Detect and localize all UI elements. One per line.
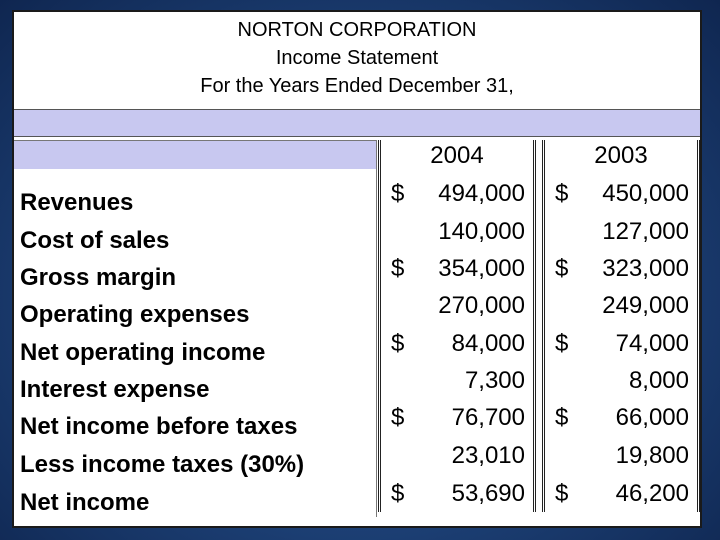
dollar-sign: $	[555, 330, 569, 357]
row-label-revenues: Revenues	[20, 189, 134, 216]
statement-frame	[12, 10, 702, 528]
statement-title: Income Statement	[275, 47, 439, 69]
dollar-sign: $	[391, 330, 405, 357]
dollar-sign: $	[391, 180, 405, 207]
value-2003-net-income: 46,200	[615, 480, 689, 507]
row-label-net-income-before-taxes: Net income before taxes	[20, 413, 298, 440]
value-2004-gross-margin: 354,000	[438, 255, 525, 282]
value-2003-revenues: 450,000	[602, 180, 689, 207]
column-2003	[542, 140, 700, 512]
row-label-net-operating-income: Net operating income	[20, 339, 266, 366]
value-2003-interest-expense: 8,000	[628, 367, 689, 394]
value-2004-income-taxes: 23,010	[451, 442, 525, 469]
value-2004-operating-expenses: 270,000	[438, 292, 525, 319]
statement-period: For the Years Ended December 31,	[200, 75, 514, 97]
dollar-sign: $	[391, 404, 405, 431]
row-label-income-taxes: Less income taxes (30%)	[20, 451, 305, 478]
value-2003-cost-of-sales: 127,000	[602, 218, 689, 245]
column-2004	[378, 140, 536, 512]
column-header-2004: 2004	[430, 142, 484, 169]
value-2004-net-income-before-taxes: 76,700	[451, 404, 525, 431]
company-name: NORTON CORPORATION	[237, 19, 477, 41]
value-2003-net-operating-income: 74,000	[615, 330, 689, 357]
row-label-gross-margin: Gross margin	[20, 264, 177, 291]
dollar-sign: $	[555, 404, 569, 431]
value-2004-net-operating-income: 84,000	[451, 330, 525, 357]
value-2003-net-income-before-taxes: 66,000	[615, 404, 689, 431]
value-2003-gross-margin: 323,000	[602, 255, 689, 282]
header-band	[14, 109, 700, 137]
dollar-sign: $	[555, 255, 569, 282]
value-2004-net-income: 53,690	[451, 480, 525, 507]
value-2003-operating-expenses: 249,000	[602, 292, 689, 319]
value-2003-income-taxes: 19,800	[615, 442, 689, 469]
row-label-net-income: Net income	[20, 489, 150, 516]
row-label-interest-expense: Interest expense	[20, 376, 210, 403]
value-2004-interest-expense: 7,300	[464, 367, 525, 394]
row-labels-column	[14, 140, 377, 517]
dollar-sign: $	[391, 255, 405, 282]
dollar-sign: $	[555, 480, 569, 507]
column-header-2003: 2003	[594, 142, 648, 169]
dollar-sign: $	[555, 180, 569, 207]
row-label-cost-of-sales: Cost of sales	[20, 227, 170, 254]
value-2004-revenues: 494,000	[438, 180, 525, 207]
value-2004-cost-of-sales: 140,000	[438, 218, 525, 245]
row-label-operating-expenses: Operating expenses	[20, 301, 250, 328]
statement-header	[14, 12, 700, 108]
dollar-sign: $	[391, 480, 405, 507]
